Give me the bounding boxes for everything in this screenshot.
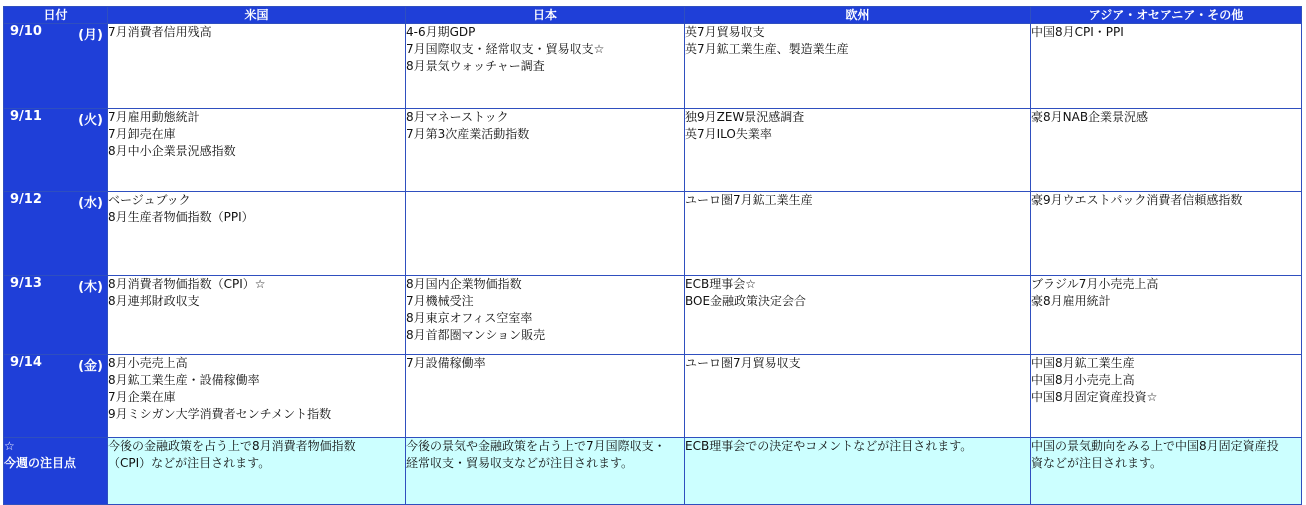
event-item: 7月企業在庫 [108,390,176,404]
event-cell-asia [1031,276,1302,355]
event-cell-us [108,192,406,276]
note-line: （CPI）などが注目されます。 [108,456,271,470]
event-item: ECB理事会☆ [685,277,756,291]
note-line: 経常収支・貿易収支などが注目されます。 [406,456,634,470]
event-item: 8月景気ウォッチャー調査 [406,59,545,73]
event-item: 8月東京オフィス空室率 [406,311,533,325]
date-cell [4,355,108,438]
date-label: 9/12 [10,192,42,207]
event-cell-us [108,276,406,355]
event-item: 豪9月ウエストパック消費者信頼感指数 [1031,193,1243,207]
event-item: ユーロ圏7月鉱工業生産 [685,193,813,207]
note-line: 中国の景気動向をみる上で中国8月固定資産投 [1031,439,1279,453]
event-item: 9月ミシガン大学消費者センチメント指数 [108,407,332,421]
event-cell-japan [406,109,685,192]
notes-label-cell [4,438,108,505]
event-cell-japan [406,24,685,109]
weekday-label: (水) [78,196,103,211]
event-cell-asia [1031,109,1302,192]
event-cell-asia [1031,24,1302,109]
weekday-label: (月) [78,28,103,43]
event-item: ブラジル7月小売売上高 [1031,277,1159,291]
event-item: 豪8月雇用統計 [1031,294,1111,308]
event-item: 8月鉱工業生産・設備稼働率 [108,373,260,387]
event-item: 7月第3次産業活動指数 [406,127,530,141]
weekday-label: (金) [78,359,103,374]
event-item: 独9月ZEW景況感調査 [685,110,805,124]
event-cell-asia [1031,192,1302,276]
event-cell-europe [685,192,1031,276]
event-item: 英7月ILO失業率 [685,127,772,141]
event-item: 8月中小企業景況感指数 [108,144,236,158]
table-row [4,276,1302,355]
event-item: ユーロ圏7月貿易収支 [685,356,801,370]
header-europe: 欧州 [685,7,1031,24]
date-cell [4,192,108,276]
event-item: 8月小売売上高 [108,356,188,370]
event-cell-europe [685,355,1031,438]
note-line: ECB理事会での決定やコメントなどが注目されます。 [685,439,973,453]
event-item: 8月消費者物価指数（CPI）☆ [108,277,266,291]
date-label: 9/10 [10,24,42,39]
event-cell-japan [406,355,685,438]
header-asia: アジア・オセアニア・その他 [1031,7,1302,24]
event-item: 8月国内企業物価指数 [406,277,522,291]
note-line: 資などが注目されます。 [1031,456,1163,470]
star-icon: ☆ [4,439,15,453]
note-cell-us [108,438,406,505]
event-item: 中国8月CPI・PPI [1031,25,1124,39]
event-item: 7月設備稼働率 [406,356,486,370]
table-row [4,355,1302,438]
weekday-label: (火) [78,113,103,128]
event-cell-us [108,109,406,192]
event-item: ベージュブック [108,193,191,207]
event-item: 8月連邦財政収支 [108,294,200,308]
date-label: 9/13 [10,276,42,291]
notes-row [4,438,1302,505]
event-item: 8月首都圏マンション販売 [406,328,546,342]
event-cell-japan [406,192,685,276]
table-row [4,192,1302,276]
event-item: 7月機械受注 [406,294,474,308]
table-row [4,109,1302,192]
event-item: 英7月貿易収支 [685,25,765,39]
event-cell-europe [685,109,1031,192]
note-cell-japan [406,438,685,505]
event-item: 8月マネーストック [406,110,509,124]
event-item: 中国8月鉱工業生産 [1031,356,1135,370]
header-date: 日付 [4,7,108,24]
event-item: 7月国際収支・経常収支・貿易収支☆ [406,42,605,56]
event-item: 7月雇用動態統計 [108,110,200,124]
event-item: BOE金融政策決定会合 [685,294,807,308]
note-cell-asia [1031,438,1302,505]
notes-label: 今週の注目点 [4,456,77,470]
event-cell-europe [685,24,1031,109]
event-item: 8月生産者物価指数（PPI） [108,210,254,224]
note-cell-europe [685,438,1031,505]
event-item: 中国8月小売売上高 [1031,373,1135,387]
event-cell-us [108,355,406,438]
header-us: 米国 [108,7,406,24]
event-cell-japan [406,276,685,355]
event-cell-europe [685,276,1031,355]
date-cell [4,276,108,355]
header-japan: 日本 [406,7,685,24]
weekday-label: (木) [78,280,103,295]
event-item: 4-6月期GDP [406,25,476,39]
event-item: 7月卸売在庫 [108,127,176,141]
event-item: 中国8月固定資産投資☆ [1031,390,1158,404]
event-item: 7月消費者信用残高 [108,25,212,39]
event-cell-us [108,24,406,109]
date-cell [4,24,108,109]
event-item: 英7月鉱工業生産、製造業生産 [685,42,849,56]
event-cell-asia [1031,355,1302,438]
weekly-economic-calendar [3,6,1302,505]
date-label: 9/14 [10,355,42,370]
note-line: 今後の景気や金融政策を占う上で7月国際収支・ [406,439,666,453]
date-label: 9/11 [10,109,42,124]
note-line: 今後の金融政策を占う上で8月消費者物価指数 [108,439,356,453]
table-row [4,24,1302,109]
date-cell [4,109,108,192]
event-item: 豪8月NAB企業景況感 [1031,110,1149,124]
